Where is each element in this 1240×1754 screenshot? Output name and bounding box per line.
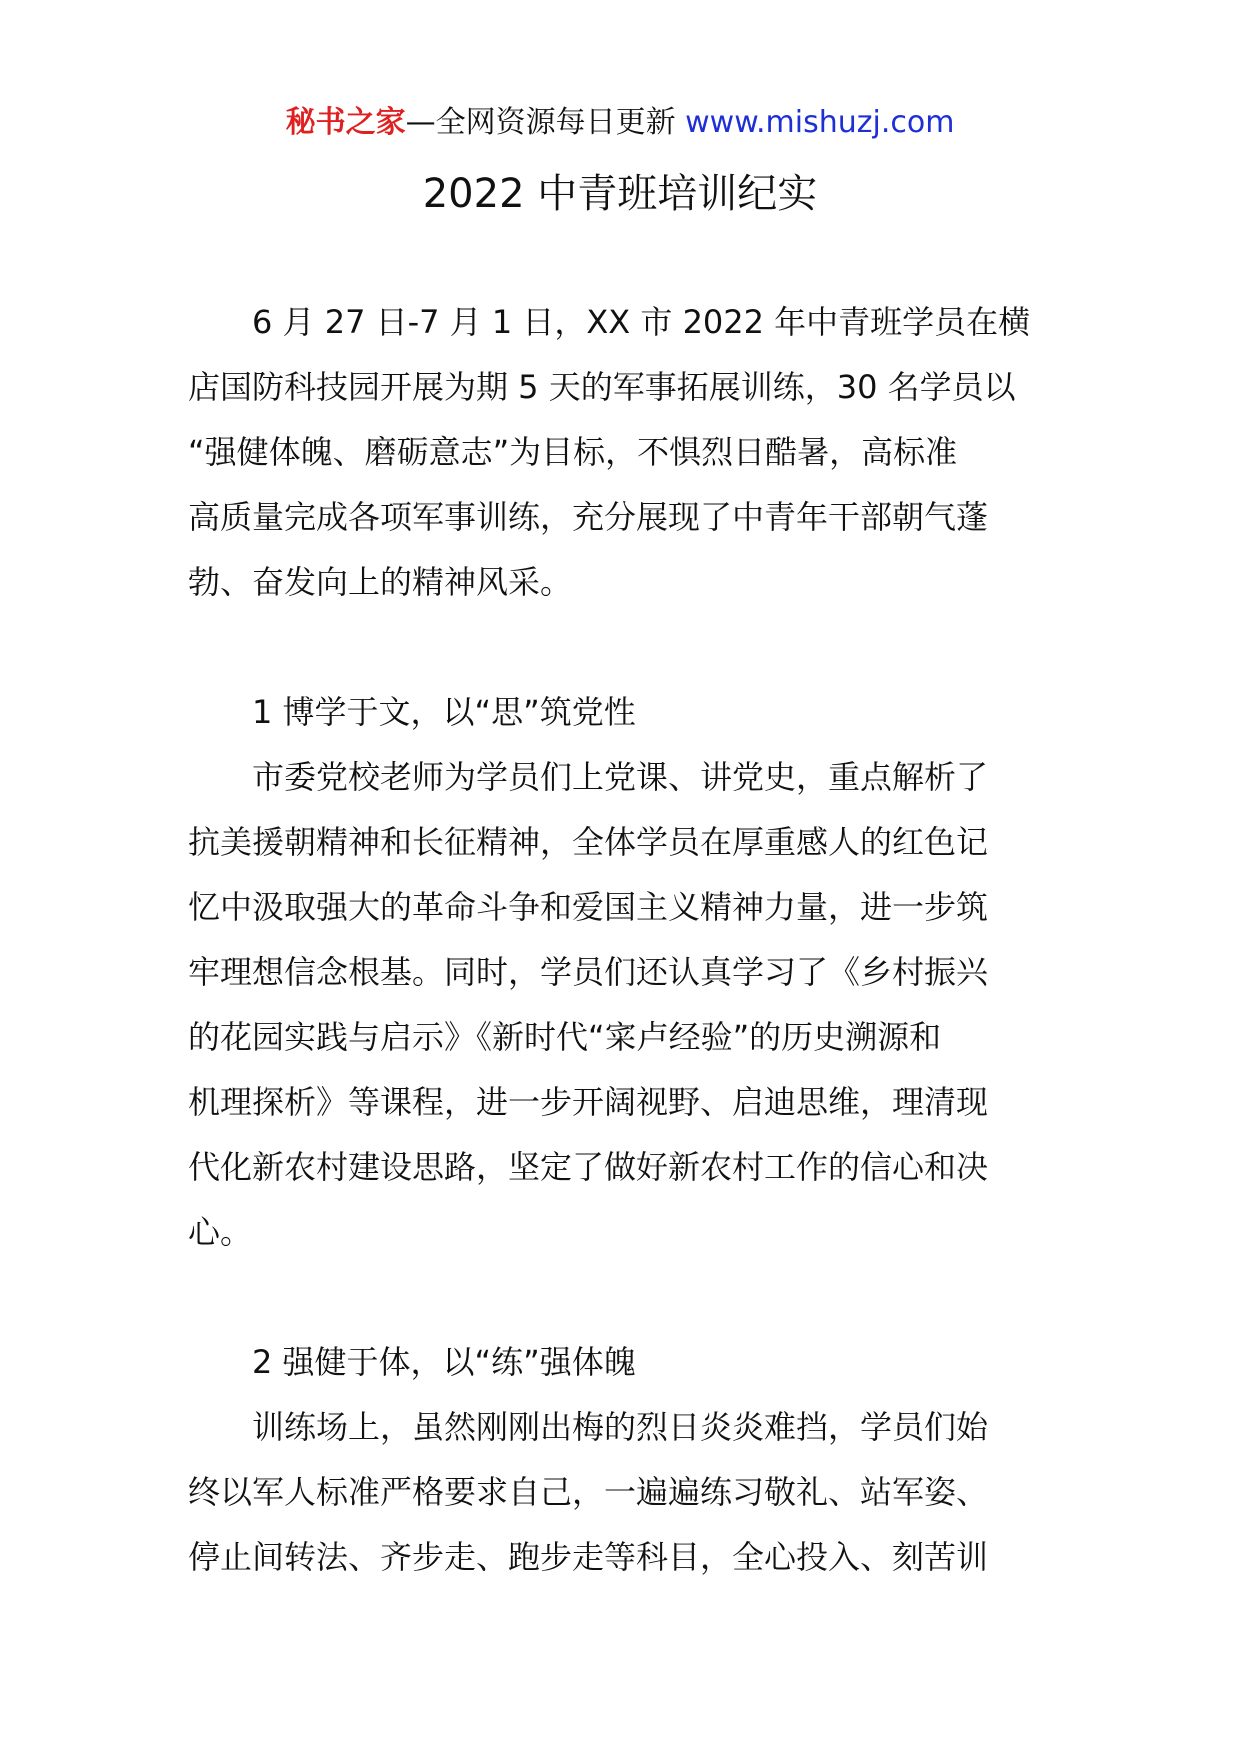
- paragraph-line: 6 月 27 日-7 月 1 日，XX 市 2022 年中青班学员在横: [252, 303, 1031, 341]
- section-2-heading-block: [188, 1330, 1056, 1395]
- paragraph-line: 勃、奋发向上的精神风采。: [188, 563, 573, 601]
- intro-paragraph: [188, 290, 1056, 615]
- section-2-paragraph: [188, 1395, 1056, 1590]
- paragraph-line: 训练场上，虽然刚刚出梅的烈日炎炎难挡，学员们始: [252, 1408, 989, 1446]
- site-header: [0, 103, 1240, 143]
- section-1-paragraph: [188, 745, 1056, 1265]
- paragraph-line: 忆中汲取强大的革命斗争和爱国主义精神力量，进一步筑: [188, 888, 989, 926]
- paragraph-line: 抗美援朝精神和长征精神，全体学员在厚重感人的红色记: [188, 823, 989, 861]
- paragraph-line: 终以军人标准严格要求自己，一遍遍练习敬礼、站军姿、: [188, 1473, 989, 1511]
- document-title: 2022 中青班培训纪实: [422, 171, 818, 217]
- paragraph-line: 牢理想信念根基。同时，学员们还认真学习了《乡村振兴: [188, 953, 989, 991]
- section-1-heading-block: [188, 680, 1056, 745]
- paragraph-line: 机理探析》等课程，进一步开阔视野、启迪思维，理清现: [188, 1083, 989, 1121]
- section-2-heading: 2 强健于体，以“练”强体魄: [252, 1343, 636, 1381]
- section-1-heading: 1 博学于文，以“思”筑党性: [252, 693, 636, 731]
- paragraph-line: 停止间转法、齐步走、跑步走等科目，全心投入、刻苦训: [188, 1538, 989, 1576]
- paragraph-line: 的花园实践与启示》《新时代“寀卢经验”的历史溯源和: [188, 1018, 942, 1056]
- paragraph-line: 代化新农村建设思路，坚定了做好新农村工作的信心和决: [188, 1148, 989, 1186]
- paragraph-line: 高质量完成各项军事训练，充分展现了中青年干部朝气蓬: [188, 498, 989, 536]
- brand-name: 秘书之家: [285, 105, 406, 140]
- paragraph-line: 心。: [188, 1213, 253, 1251]
- paragraph-line: “强健体魄、磨砺意志”为目标，不惧烈日酷暑，高标准: [188, 433, 958, 471]
- paragraph-line: 店国防科技园开展为期 5 天的军事拓展训练，30 名学员以: [188, 368, 1016, 406]
- site-tagline: —全网资源每日更新: [405, 105, 686, 140]
- paragraph-line: 市委党校老师为学员们上党课、讲党史，重点解析了: [252, 758, 989, 796]
- site-url-link[interactable]: www.mishuzj.com: [685, 105, 955, 140]
